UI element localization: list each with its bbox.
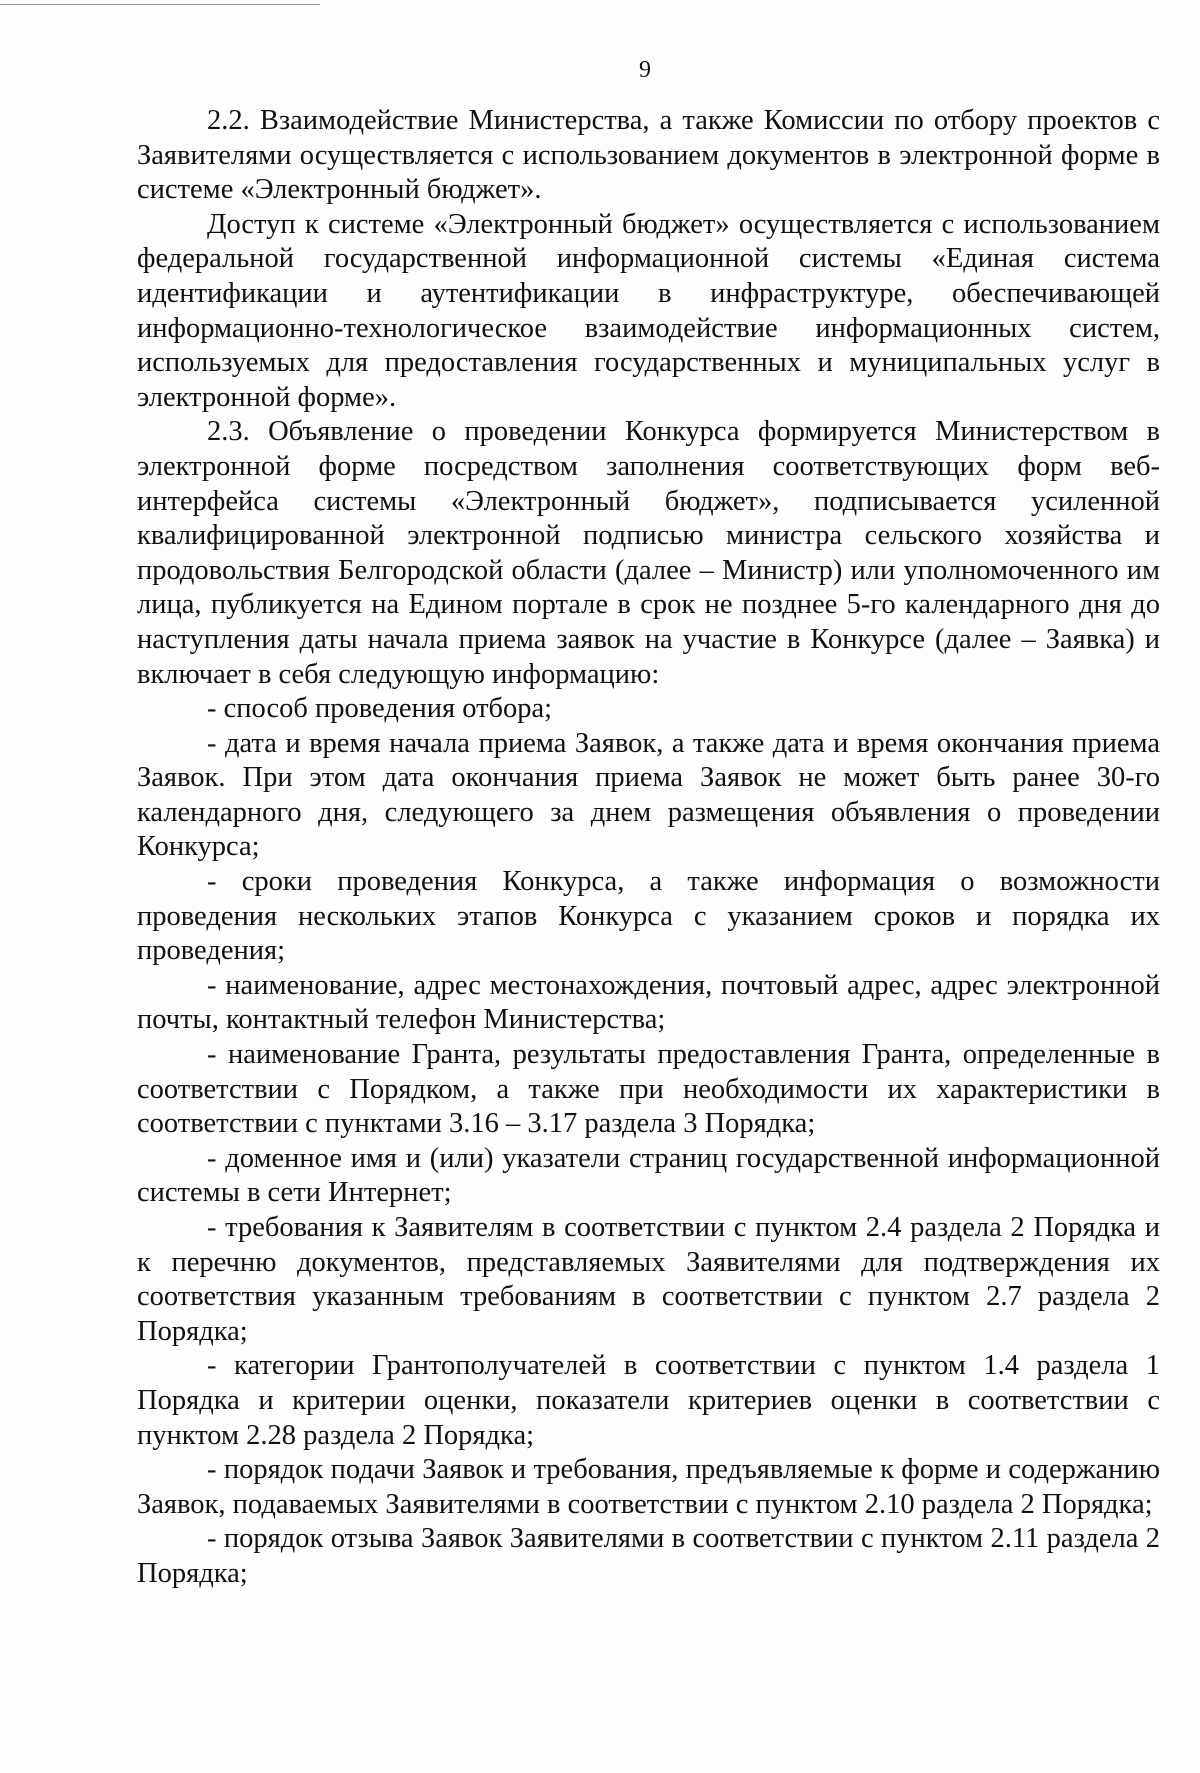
list-item: - порядок подачи Заявок и требования, предъявляемые к форме и содержанию Заявок, подаваемых Заявителями в соответствии с пунктом 2.10 раздела 2 Порядка; [137, 1454, 1160, 1520]
list-item: - дата и время начала приема Заявок, а также дата и время окончания приема Заявок. При этом дата окончания приема Заявок не может быть ранее 30-го календарного дня, следующего за днем размещения объявления о проведении Конкурса; [137, 727, 1160, 863]
page-number: 9 [639, 57, 651, 83]
list-item: - сроки проведения Конкурса, а также информация о возможности проведения нескольких этапов Конкурса с указанием сроков и порядка их проведения; [137, 866, 1160, 967]
list-item: - наименование, адрес местонахождения, почтовый адрес, адрес электронной почты, контактный телефон Министерства; [137, 969, 1160, 1036]
paragraph-2-3: 2.3. Объявление о проведении Конкурса формируется Министерством в электронной форме посредством заполнения соответствующих форм веб-интерфейса системы «Электронный бюджет», подписывается усиленной квалифицированной электронной подписью министра сельского хозяйства и продовольствия Белгородской области (далее – Министр) или уполномоченного им лица, публикуется на Едином портале в срок не позднее 5-го календарного дня до наступления даты начала приема заявок на участие в Конкурсе (далее – Заявка) и включает в себя следующую информацию: [137, 416, 1160, 690]
list-item: - доменное имя и (или) указатели страниц государственной информационной системы в сети Интернет; [137, 1142, 1160, 1209]
list-item: - категории Грантополучателей в соответствии с пунктом 1.4 раздела 1 Порядка и критерии оценки, показатели критериев оценки в соответствии с пунктом 2.28 раздела 2 Порядка; [137, 1350, 1160, 1451]
top-divider [0, 4, 320, 5]
list-item: - наименование Гранта, результаты предоставления Гранта, определенные в соответствии с Порядком, а также при необходимости их характеристики в соответствии с пунктами 3.16 – 3.17 раздела 3 Порядка; [137, 1039, 1160, 1140]
paragraph-access: Доступ к системе «Электронный бюджет» осуществляется с использованием федеральной государственной информационной системы «Единая система идентификации и аутентификации в инфраструктуре, обеспечивающей информационно-технологическое взаимодействие информационных систем, используемых для предоставления государственных и муниципальных услуг в электронной форме». [137, 208, 1160, 413]
list-item: - порядок отзыва Заявок Заявителями в соответствии с пунктом 2.11 раздела 2 Порядка; [137, 1523, 1160, 1589]
document-body [137, 104, 1160, 1592]
list-item: - способ проведения отбора; [207, 693, 553, 725]
list-item: - требования к Заявителям в соответствии с пунктом 2.4 раздела 2 Порядка и к перечню документов, представляемых Заявителями для подтверждения их соответствия указанным требованиям в соответствии с пунктом 2.7 раздела 2 Порядка; [137, 1212, 1160, 1347]
paragraph-2-2: 2.2. Взаимодействие Министерства, а также Комиссии по отбору проектов с Заявителями осуществляется с использованием документов в электронной форме в системе «Электронный бюджет». [137, 105, 1160, 206]
